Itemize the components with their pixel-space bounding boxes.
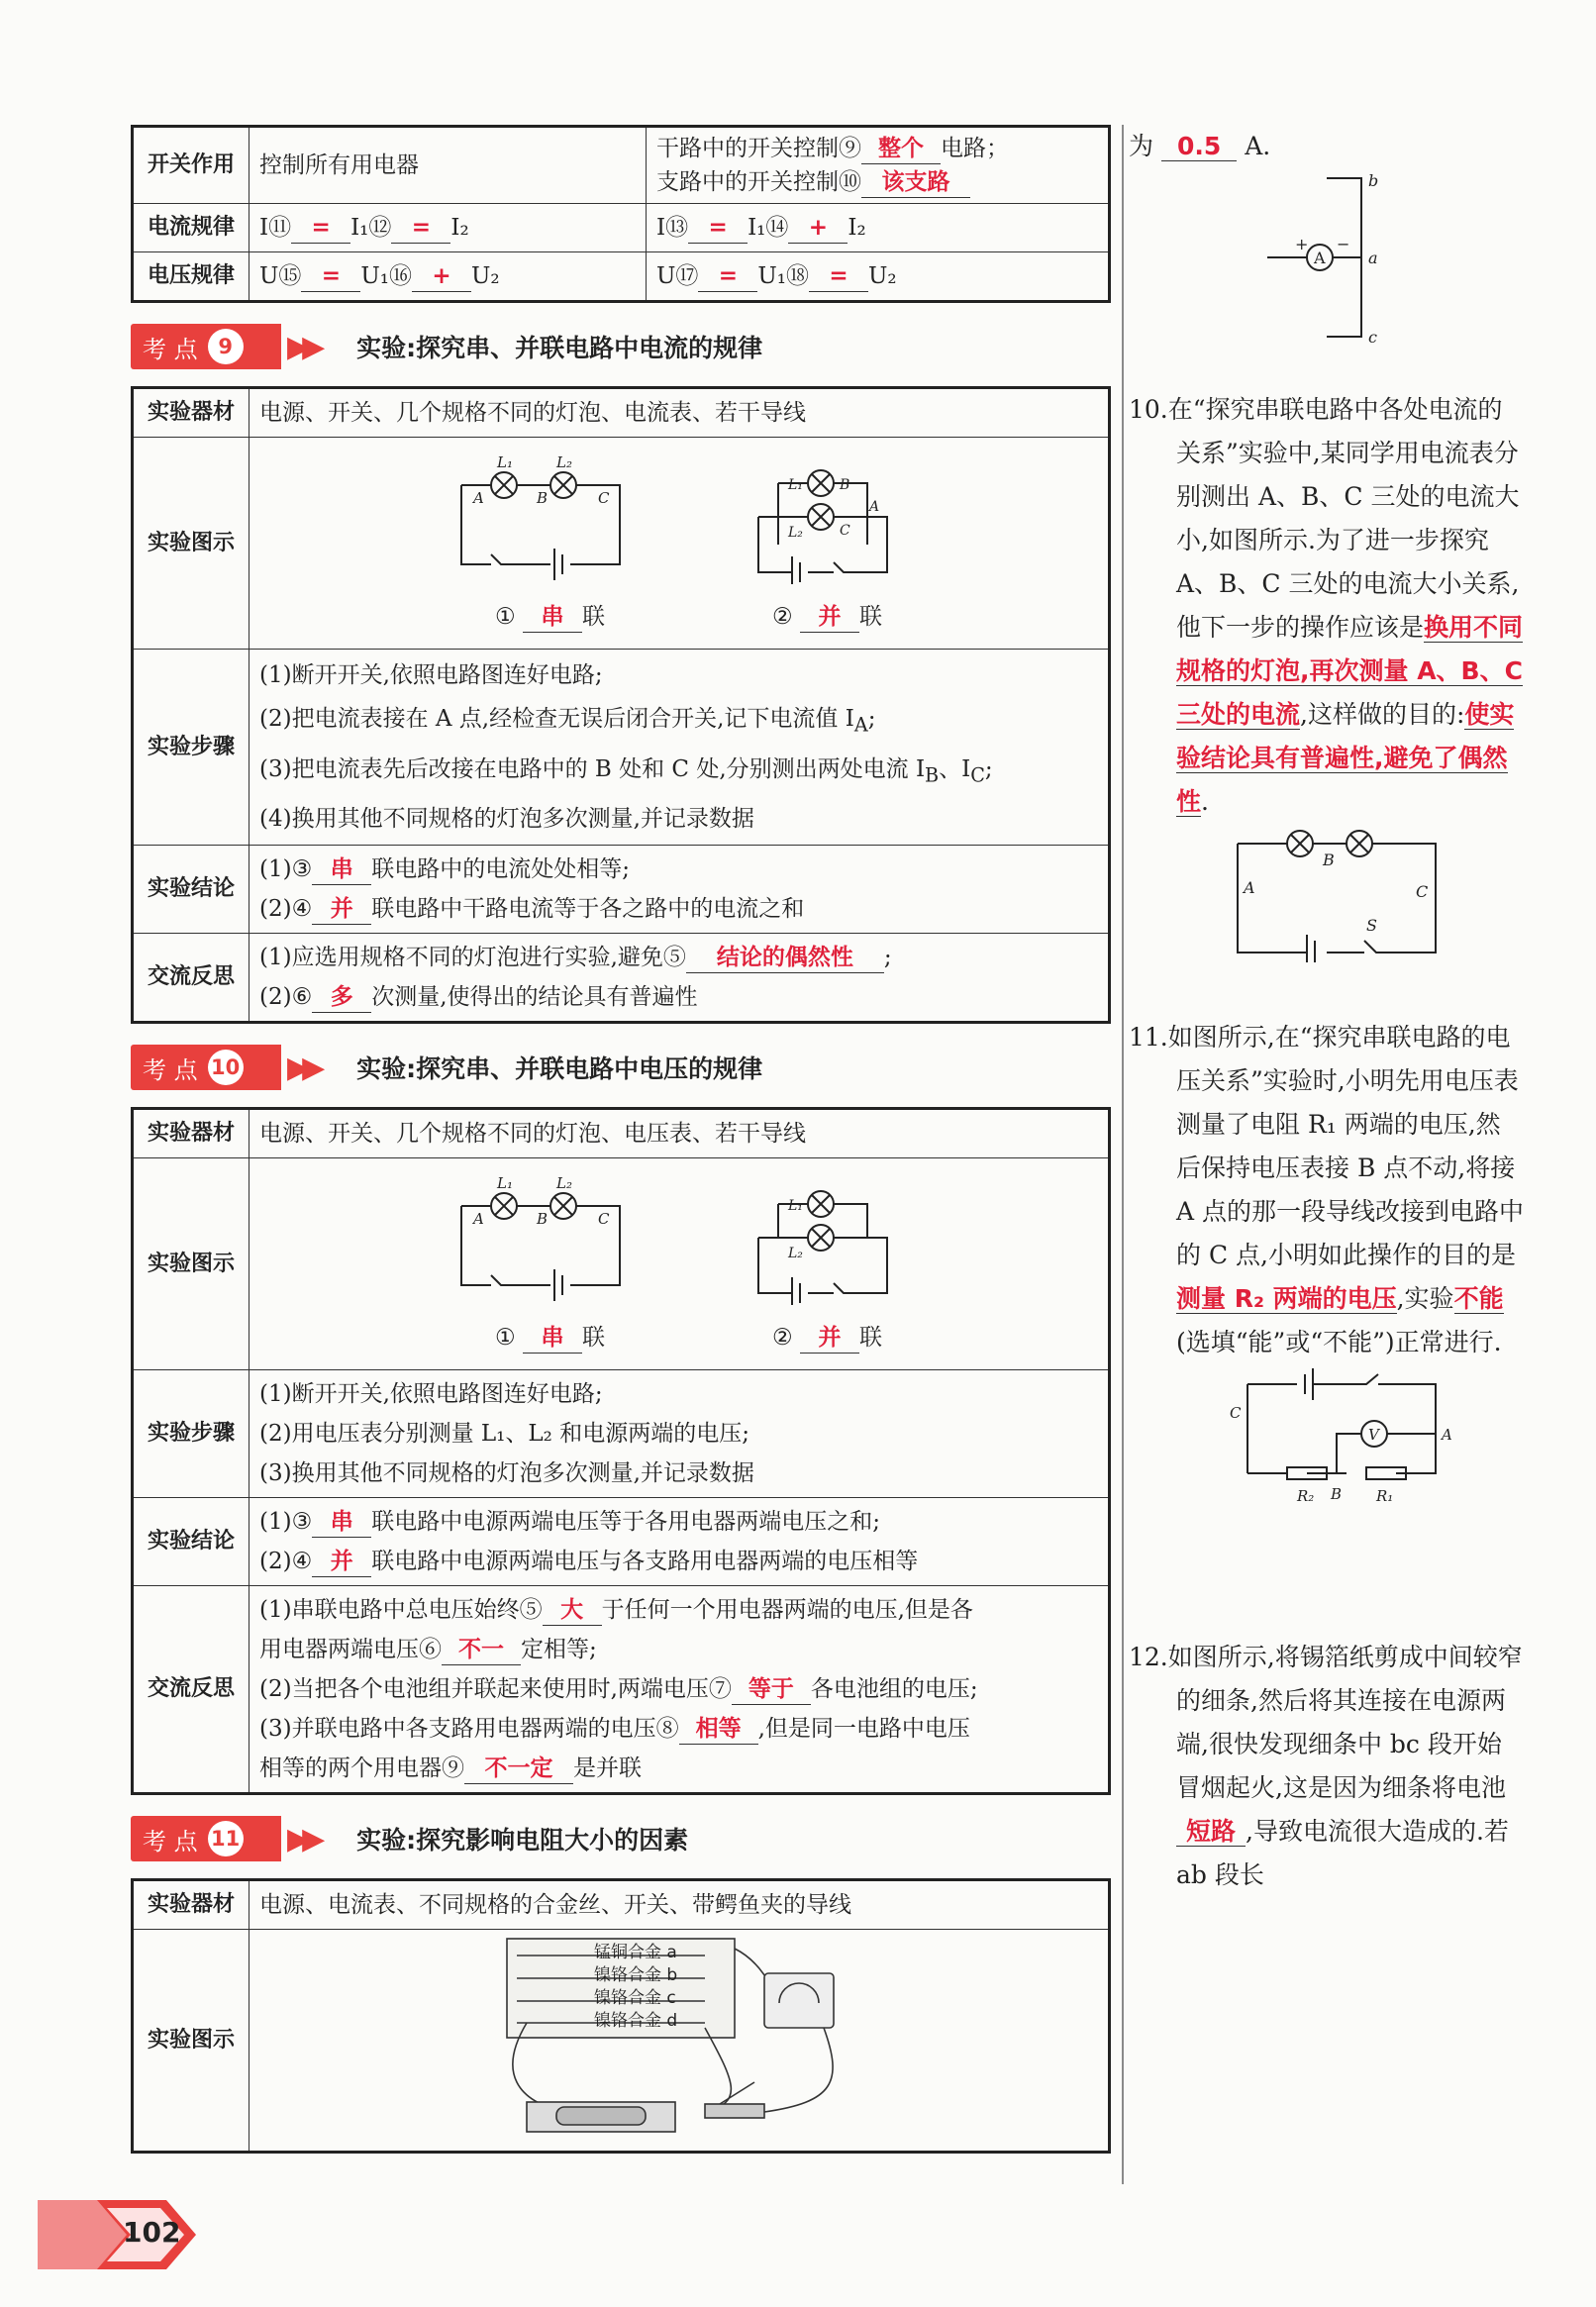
- row-label: 交流反思: [133, 1586, 249, 1794]
- figure-cell: [249, 1158, 1110, 1370]
- reflection-cell: (1)应选用规格不同的灯泡进行实验,避免⑤ 结论的偶然性 ; (2)⑥ 多 次测量,使得出的结论具有普遍性: [249, 934, 1110, 1023]
- svg-text:A: A: [1442, 1426, 1452, 1444]
- answer-q10-1: 换用不同规格的灯泡,再次测量 A、B、C 三处的电流: [1176, 613, 1524, 729]
- reflection-cell: (1)串联电路中总电压始终⑤ 大 于任何一个用电器两端的电压,但是各 用电器两端电压⑥ 不一 定相等; (2)当把各个电池组并联起来使用时,两端电压⑦ 等于 各电池组的电压; (3)并联电路中各支路用电器两端的电压⑧ 相等 ,但是同一电路中电压 相等的两个用电器⑨ 不一定 是并联: [249, 1586, 1110, 1794]
- table-row: [133, 252, 1110, 302]
- svg-text:C: C: [597, 1210, 609, 1229]
- svg-text:B: B: [1331, 1485, 1343, 1503]
- equipment-cell: 电源、电流表、不同规格的合金丝、开关、带鳄鱼夹的导线: [249, 1880, 1110, 1930]
- row-label: 实验图示: [133, 438, 249, 650]
- answer-q11-2: 不能: [1453, 1284, 1504, 1313]
- resistor-circuit-diagram: [1218, 1364, 1455, 1513]
- experiment-table-10: [131, 1107, 1111, 1795]
- section-header-11: [131, 1809, 1111, 1868]
- svg-text:B: B: [839, 477, 849, 493]
- figure-caption-2: ② 并 联: [748, 1318, 907, 1357]
- steps-cell: (1)断开开关,依照电路图连好电路; (2)用电压表分别测量 L₁、L₂ 和电源两端的电压; (3)换用其他不同规格的灯泡多次测量,并记录数据: [249, 1370, 1110, 1498]
- table-row: [133, 1498, 1110, 1586]
- page-number-badge: [38, 2190, 206, 2279]
- double-chevron-icon: ▶▶: [287, 329, 318, 364]
- equipment-cell: 电源、开关、几个规格不同的灯泡、电压表、若干导线: [249, 1109, 1110, 1158]
- figure-caption-1: ① 串 联: [451, 1318, 649, 1357]
- table-row: [133, 1586, 1110, 1794]
- section-badge: 考 点 9: [131, 324, 281, 369]
- section-header-10: [131, 1038, 1111, 1097]
- svg-text:B: B: [1323, 851, 1335, 869]
- answer-12: =: [391, 213, 450, 244]
- ammeter-junction-diagram: [1228, 168, 1446, 347]
- svg-text:−: −: [1337, 235, 1350, 253]
- svg-text:R₂: R₂: [1297, 1487, 1315, 1505]
- table-row: [133, 388, 1110, 438]
- series-circuit-abc-diagram: [1218, 824, 1455, 962]
- answer-q10-2: 使实验结论具有普遍性,避免了偶然性: [1176, 700, 1515, 816]
- row-label: 实验步骤: [133, 1370, 249, 1498]
- series-cell: I⑪ = I₁⑫ = I₂: [249, 204, 647, 252]
- svg-text:L₂: L₂: [555, 1176, 572, 1193]
- svg-text:B: B: [536, 489, 548, 507]
- svg-text:C: C: [1416, 882, 1429, 901]
- figure-cell: [249, 438, 1110, 650]
- section-header-9: [131, 317, 1111, 376]
- svg-text:+: +: [1295, 235, 1309, 253]
- table-row: [133, 1158, 1110, 1370]
- answer-14: +: [788, 213, 848, 244]
- q9-continuation: 为 0.5 A.: [1129, 132, 1271, 160]
- answer-10: 该支路: [861, 167, 970, 198]
- row-label: 实验结论: [133, 1498, 249, 1586]
- row-label: 电压规律: [133, 252, 249, 302]
- svg-text:C: C: [839, 523, 850, 539]
- row-label: 电流规律: [133, 204, 249, 252]
- svg-text:R₁: R₁: [1376, 1487, 1394, 1505]
- section-title: 实验:探究串、并联电路中电压的规律: [356, 1054, 763, 1084]
- page-number: 102: [123, 2216, 181, 2249]
- table-row: [133, 1930, 1110, 2153]
- svg-text:C: C: [597, 489, 609, 507]
- experiment-table-11: [131, 1878, 1111, 2154]
- table-row: [133, 1109, 1110, 1158]
- row-label: 交流反思: [133, 934, 249, 1023]
- section-badge: 考 点 11: [131, 1816, 281, 1861]
- row-label: 实验图示: [133, 1930, 249, 2153]
- answer-11: =: [291, 213, 350, 244]
- answer-q11-1: 测量 R₂ 两端的电压: [1176, 1284, 1397, 1313]
- question-11: 11.如图所示,在“探究串联电路的电压关系”实验时,小明先用电压表测量了电阻 R₁ 两端的电压,然后保持电压表接 B 点不动,将接 A 点的那一段导线改接到电路中的 C 点,小明如此操作的目的是测量 R₂ 两端的电压,实验不能(选填“能”或“不能”)正常进行.: [1129, 1023, 1525, 1356]
- svg-text:L₁: L₁: [496, 455, 513, 471]
- parallel-circuit-diagram: [748, 455, 907, 584]
- question-12: 12.如图所示,将锡箔纸剪成中间较窄的细条,然后将其连接在电源两端,很快发现细条中 bc 段开始冒烟起火,这是因为细条将电池短路 ,导致电流很大造成的.若 ab 段长: [1129, 1643, 1523, 1889]
- experiment-table-9: [131, 386, 1111, 1024]
- svg-text:L₂: L₂: [787, 525, 803, 541]
- svg-text:A: A: [472, 489, 484, 507]
- double-chevron-icon: ▶▶: [287, 1821, 318, 1856]
- series-parallel-table: [131, 125, 1111, 303]
- section-title: 实验:探究串、并联电路中电流的规律: [356, 334, 763, 362]
- svg-text:L₂: L₂: [787, 1246, 803, 1262]
- answer-15: =: [301, 261, 360, 292]
- series-cell: 控制所有用电器: [249, 127, 647, 204]
- answer-13: =: [688, 213, 748, 244]
- table-row: [133, 846, 1110, 934]
- table-row: [133, 127, 1110, 204]
- svg-text:a: a: [1368, 249, 1378, 267]
- svg-text:S: S: [1366, 916, 1377, 935]
- svg-text:L₁: L₁: [787, 1198, 803, 1215]
- row-label: 实验图示: [133, 1158, 249, 1370]
- section-title: 实验:探究影响电阻大小的因素: [356, 1826, 689, 1856]
- parallel-circuit-diagram: [748, 1176, 907, 1305]
- table-row: [133, 438, 1110, 650]
- svg-text:B: B: [536, 1210, 548, 1229]
- question-10: 10.在“探究串联电路中各处电流的关系”实验中,某同学用电流表分别测出 A、B、C 三处的电流大小,如图所示.为了进一步探究 A、B、C 三处的电流大小关系,他下一步的操作应该是换用不同规格的灯泡,再次测量 A、B、C 三处的电流,这样做的目的:使实验结论具有普遍性,避免了偶然性.: [1129, 395, 1524, 816]
- figure-caption-1: ① 串 联: [451, 597, 649, 637]
- wire-labels: 锰铜合金 a 镍铬合金 b 镍铬合金 c 镍铬合金 d: [594, 1943, 678, 2032]
- column-divider: [1122, 125, 1124, 2184]
- answer-16: +: [412, 261, 471, 292]
- row-label: 实验器材: [133, 388, 249, 438]
- conclusion-cell: (1)③ 串 联电路中的电流处处相等; (2)④ 并 联电路中干路电流等于各之路中的电流之和: [249, 846, 1110, 934]
- table-row: [133, 1370, 1110, 1498]
- section-badge: 考 点 10: [131, 1045, 281, 1090]
- svg-text:L₂: L₂: [555, 455, 572, 471]
- page-badge-shape: [38, 2190, 206, 2279]
- conclusion-cell: (1)③ 串 联电路中电源两端电压等于各用电器两端电压之和; (2)④ 并 联电路中电源两端电压与各支路用电器两端的电压相等: [249, 1498, 1110, 1586]
- resistance-apparatus-diagram: [408, 1934, 962, 2147]
- svg-text:A: A: [1244, 878, 1255, 897]
- equipment-cell: 电源、开关、几个规格不同的灯泡、电流表、若干导线: [249, 388, 1110, 438]
- svg-text:A: A: [472, 1210, 484, 1229]
- series-circuit-diagram: [451, 1176, 649, 1305]
- svg-text:A: A: [868, 499, 879, 515]
- figure-caption-2: ② 并 联: [748, 597, 907, 637]
- parallel-cell: 干路中的开关控制⑨ 整个 电路； 支路中的开关控制⑩ 该支路: [647, 127, 1110, 204]
- table-row: [133, 650, 1110, 846]
- svg-text:V: V: [1368, 1426, 1379, 1444]
- row-label: 实验器材: [133, 1880, 249, 1930]
- steps-cell: (1)断开开关,依照电路图连好电路; (2)把电流表接在 A 点,经检查无误后闭合开关,记下电流值 $I_A$; (3)把电流表先后改接在电路中的 B 处和 C 处,分别测出两处电流 $I_B$、$I_C$; (4)换用其他不同规格的灯泡多次测量,并记录数据: [249, 650, 1110, 846]
- answer-q12: 短路: [1176, 1817, 1246, 1847]
- series-circuit-diagram: [451, 455, 649, 584]
- answer-18: =: [809, 261, 868, 292]
- table-row: [133, 934, 1110, 1023]
- right-column: [1129, 125, 1525, 1897]
- svg-text:b: b: [1368, 171, 1379, 190]
- row-label: 开关作用: [133, 127, 249, 204]
- series-cell: U⑮ = U₁⑯ + U₂: [249, 252, 647, 302]
- table-row: [133, 1880, 1110, 1930]
- answer-q9: 0.5: [1161, 132, 1237, 161]
- svg-text:L₁: L₁: [787, 477, 803, 493]
- svg-text:C: C: [1230, 1404, 1242, 1422]
- double-chevron-icon: ▶▶: [287, 1050, 318, 1085]
- row-label: 实验步骤: [133, 650, 249, 846]
- answer-9: 整个: [861, 134, 941, 164]
- svg-text:c: c: [1368, 328, 1377, 347]
- parallel-cell: U⑰ = U₁⑱ = U₂: [647, 252, 1110, 302]
- row-label: 实验结论: [133, 846, 249, 934]
- figure-cell: [249, 1930, 1110, 2153]
- row-label: 实验器材: [133, 1109, 249, 1158]
- svg-text:A: A: [1314, 249, 1326, 267]
- svg-text:L₁: L₁: [496, 1176, 513, 1193]
- parallel-cell: I⑬ = I₁⑭ + I₂: [647, 204, 1110, 252]
- answer-17: =: [698, 261, 757, 292]
- left-column: [131, 125, 1111, 2154]
- table-row: [133, 204, 1110, 252]
